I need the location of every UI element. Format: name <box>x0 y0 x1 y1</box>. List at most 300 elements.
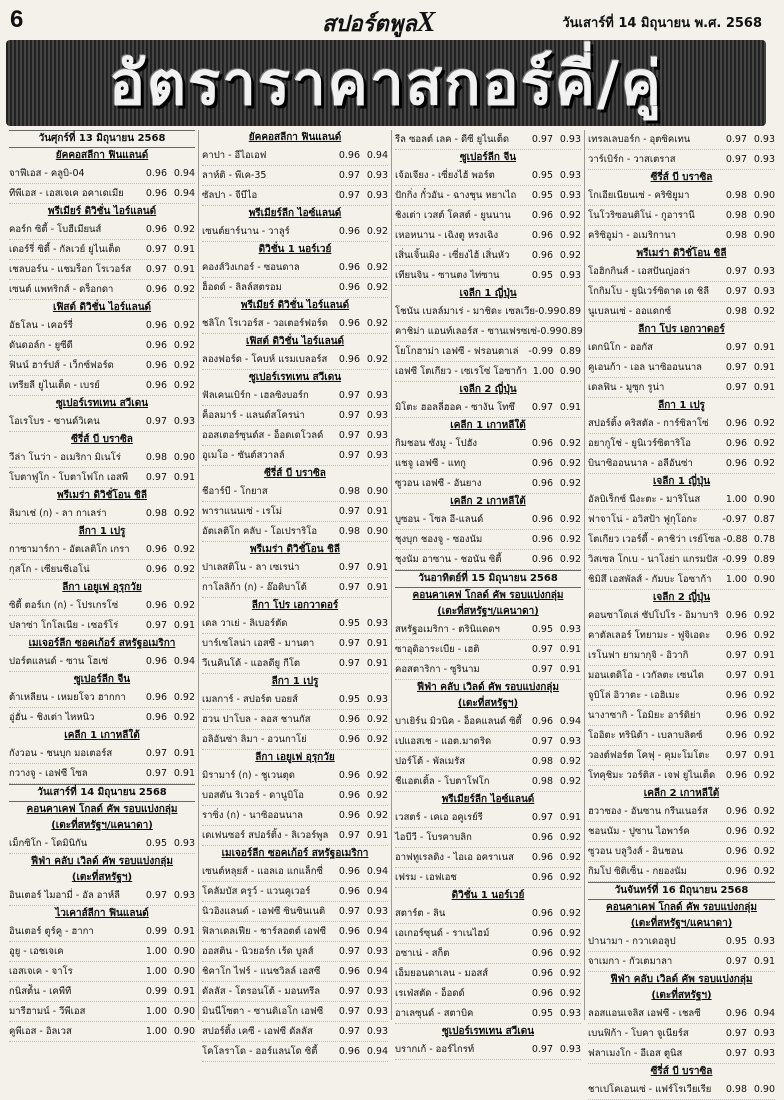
match-teams: วีล่า โนว่า - อเมริกา มิเนโร่ <box>9 452 121 463</box>
match-teams: คองส์วิงเกอร์ - ซอนดาล <box>202 262 300 273</box>
odds-odd: 0.96 <box>531 988 553 999</box>
match-row <box>9 336 195 356</box>
odds-even: 0.93 <box>366 410 388 421</box>
odds-even: 0.92 <box>559 210 581 221</box>
match-teams: มอนเตดิโอ - เวกัลตะ เซนได <box>588 670 704 681</box>
match-row <box>202 502 388 522</box>
odds-even: 0.92 <box>753 846 775 857</box>
match-teams: เม็กซิโก - โดมินิกัน <box>9 838 88 849</box>
odds-even: 0.93 <box>753 154 775 165</box>
match-teams: อินเตอร์ ตูร์คู - ฮากา <box>9 926 94 937</box>
odds-odd: 1.00 <box>145 946 167 957</box>
league-heading: เคลีก 1 เกาหลีใต้ <box>450 420 526 431</box>
odds-odd: 1.00 <box>725 494 747 505</box>
odds-odd: 0.97 <box>531 664 553 675</box>
odds-odd: 0.97 <box>145 620 167 631</box>
match-row <box>202 766 388 786</box>
league-heading: ฟีฟ่า คลับ เวิลด์ คัพ รอบแบ่งกลุ่ม <box>610 974 753 985</box>
odds-even: 0.91 <box>753 650 775 661</box>
odds-even: 0.92 <box>173 380 195 391</box>
odds-even: 0.93 <box>559 624 581 635</box>
match-row <box>9 616 195 636</box>
odds-even: 0.93 <box>366 1006 388 1017</box>
odds-odd: 0.96 <box>725 610 747 621</box>
match-row <box>588 186 775 206</box>
odds-even: 0.92 <box>559 230 581 241</box>
odds-odd: 1.00 <box>145 1006 167 1017</box>
odds-odd: 0.96 <box>725 846 747 857</box>
odds-odd: 1.00 <box>532 366 555 377</box>
match-row <box>202 278 388 298</box>
match-teams: กุสโก - เซียนชีเอโน่ <box>9 564 90 575</box>
match-row <box>9 560 195 580</box>
odds-odd: 0.98 <box>338 526 360 537</box>
league-heading: เมเจอร์ลีก ซอคเก้อร์ สหรัฐอเมริกา <box>28 638 176 649</box>
match-teams: เบนฟิก้า - โบคา จูเนียร์ส <box>588 1028 689 1039</box>
match-row <box>588 570 775 590</box>
match-teams: เชลบอร์น - แชมร็อก โรเวอร์ส <box>9 264 132 275</box>
match-teams: วองต์ฟอร์ต โคฟุ - คุมะโมโตะ <box>588 750 710 761</box>
match-teams: อัธโลน - เคอร์รี่ <box>9 320 73 331</box>
match-row <box>202 222 388 242</box>
match-row <box>588 626 775 646</box>
odds-odd: 0.95 <box>338 694 360 705</box>
odds-odd: 0.98 <box>725 210 747 221</box>
match-row <box>9 164 195 184</box>
match-teams: มารีฮามน์ - วีพีเอส <box>9 1006 86 1017</box>
match-teams: จาเมกา - กัวเตมาลา <box>588 956 673 967</box>
odds-odd: 0.97 <box>145 748 167 759</box>
match-teams: กวางจู - เอฟซี โซล <box>9 768 88 779</box>
match-teams: บาเยิร์น มิวนิค - อ็อคแลนด์ ซิตี้ <box>395 716 522 727</box>
odds-odd: -0.99 <box>534 306 560 317</box>
match-row <box>202 922 388 942</box>
match-teams: มิรามาร์ (ก) - ชูเวนตุด <box>202 770 295 781</box>
odds-odd: 0.97 <box>725 1028 747 1039</box>
match-row <box>202 558 388 578</box>
match-row <box>395 868 581 888</box>
match-row <box>9 448 195 468</box>
odds-odd: 0.96 <box>338 790 360 801</box>
odds-even: 0.92 <box>559 928 581 939</box>
odds-even: 0.92 <box>366 810 388 821</box>
odds-even: 0.90 <box>173 452 195 463</box>
odds-even: 0.91 <box>173 620 195 631</box>
odds-even: 0.91 <box>366 562 388 573</box>
match-row <box>588 842 775 862</box>
odds-even: 0.93 <box>559 190 581 201</box>
match-teams: บูซอน - โซล อี-แลนด์ <box>395 514 484 525</box>
odds-even: 0.91 <box>753 382 775 393</box>
odds-odd: 0.97 <box>338 986 360 997</box>
odds-even: 0.91 <box>366 582 388 593</box>
match-teams: ฮวน ปาโบล - ลอส ชานกัส <box>202 714 311 725</box>
odds-even: 0.93 <box>366 986 388 997</box>
odds-odd: 0.97 <box>338 830 360 841</box>
odds-odd: 0.97 <box>531 402 553 413</box>
league-heading: ลีกา 1 เปรู <box>658 400 705 411</box>
match-row <box>588 1024 775 1044</box>
match-teams: อูยู - เอชเจเค <box>9 946 64 957</box>
match-teams: วีเนคินโด้ - แอลดียู กีโต <box>202 658 301 669</box>
odds-even: 0.90 <box>173 946 195 957</box>
odds-column <box>199 130 392 1057</box>
match-teams: ซัลปา - จีบีไอ <box>202 190 258 201</box>
odds-even: 0.90 <box>366 526 388 537</box>
match-teams: ชีแอตเติ้ล - โบตาโฟโก <box>395 776 490 787</box>
odds-even: 0.92 <box>559 478 581 489</box>
odds-even: 0.93 <box>366 946 388 957</box>
match-row <box>202 690 388 710</box>
match-teams: โคโลราโด - ออร์แลนโด ซิตี้ <box>202 1046 318 1057</box>
odds-odd: 0.96 <box>531 928 553 939</box>
match-row <box>9 764 195 784</box>
odds-even: 0.91 <box>173 472 195 483</box>
match-row <box>588 510 775 530</box>
odds-odd: 0.96 <box>145 564 167 575</box>
league-heading: (เตะที่สหรัฐฯ/แคนาดา) <box>437 606 539 617</box>
match-teams: โอเรโบร - ซานด์วิเคน <box>9 416 100 427</box>
odds-odd: 0.97 <box>145 416 167 427</box>
league-heading: พรีเมร่า ดิวิชั่โอน ชิลี <box>250 544 340 555</box>
odds-even: 0.93 <box>366 618 388 629</box>
odds-odd: 0.97 <box>338 946 360 957</box>
match-row <box>202 446 388 466</box>
match-row <box>202 882 388 902</box>
odds-even: 0.94 <box>366 150 388 161</box>
match-teams: ชีอาร์บี - โกยาส <box>202 486 268 497</box>
match-row <box>588 686 775 706</box>
match-row <box>202 1022 388 1042</box>
match-teams: บาร์เซโลน่า เอสซี - มานตา <box>202 638 315 649</box>
match-teams: โออิตะ ทรินิต้า - เบลาบลิตซ์ <box>588 730 703 741</box>
league-heading: ลีกา โปร เอกวาดอร์ <box>251 600 339 611</box>
match-teams: คาปา - อีไอเอฟ <box>202 150 267 161</box>
odds-odd: 0.97 <box>338 658 360 669</box>
league-heading: (เตะที่สหรัฐฯ/แคนาดา) <box>630 918 733 929</box>
date-heading: วันจันทร์ที่ 16 มิถุนายน 2568 <box>588 882 775 900</box>
match-row <box>395 772 581 792</box>
odds-odd: 1.00 <box>145 1026 167 1037</box>
match-teams: ชิคาโก ไฟร์ - แนชวิลล์ เอสซี <box>202 966 321 977</box>
odds-column <box>392 130 585 1055</box>
match-row <box>395 266 581 286</box>
odds-odd: 0.96 <box>338 354 360 365</box>
odds-even: 0.90 <box>366 486 388 497</box>
match-row <box>202 710 388 730</box>
odds-odd: 0.96 <box>145 360 167 371</box>
match-row <box>588 550 775 570</box>
league-heading: พรีเมียร์ ดิวิชั่น ไอร์แลนด์ <box>240 300 350 311</box>
odds-odd: 0.97 <box>338 506 360 517</box>
odds-even: 0.93 <box>366 450 388 461</box>
odds-even: 0.92 <box>753 710 775 721</box>
match-row <box>395 322 581 342</box>
match-row <box>9 184 195 204</box>
match-teams: อู่ฮั่น - ชิงเต่า ไหหนิว <box>9 712 95 723</box>
match-teams: เจ้อเจียง - เซี่ยงไฮ้ พอร์ต <box>395 170 495 181</box>
league-heading: พรีเมียร์ลีก ไอซ์แลนด์ <box>248 208 342 219</box>
odds-odd: 0.96 <box>145 544 167 555</box>
odds-even: 0.92 <box>753 770 775 781</box>
odds-even: 0.91 <box>173 244 195 255</box>
match-row <box>9 982 195 1002</box>
odds-odd: -0.99 <box>528 346 553 357</box>
odds-even: 0.91 <box>366 830 388 841</box>
league-heading: ซูเปอร์ลีก จีน <box>459 152 517 163</box>
odds-even: 0.90 <box>753 230 775 241</box>
odds-even: 0.92 <box>559 852 581 863</box>
odds-odd: -0.99 <box>722 554 747 565</box>
match-row <box>395 530 581 550</box>
league-heading: คอนคาเคฟ โกลด์ คัพ รอบแบ่งกลุ่ม <box>26 804 178 815</box>
match-teams: เดลฟิน - มูซุก รูน่า <box>588 382 665 393</box>
league-heading: เจลีก 2 ญี่ปุ่น <box>652 592 711 603</box>
league-heading: ดิวิชั่น 1 นอร์เวย์ <box>258 244 332 255</box>
league-heading: ซูเปอร์ลีก จีน <box>73 674 131 685</box>
odds-odd: 0.99 <box>145 926 167 937</box>
match-row <box>588 952 775 972</box>
match-teams: ฟิลาเดลเฟีย - ชาร์ลอตต์ เอฟซี <box>202 926 327 937</box>
match-teams: ลองฟอร์ด - โคบห์ แรมเบลอร์ส <box>202 354 328 365</box>
match-row <box>202 350 388 370</box>
odds-even: 0.92 <box>366 734 388 745</box>
match-teams: เปแอสเช - แอต.มาดริด <box>395 736 492 747</box>
league-heading: ลีกา 1 เปรู <box>271 676 319 687</box>
match-teams: อัลบิเร็กซ์ นีงะตะ - มาริโนส <box>588 494 701 505</box>
match-teams: อัตเลติโก คลับ - โอเปราริโอ <box>202 526 318 537</box>
match-row <box>9 708 195 728</box>
match-teams: ปักกิ่ง กั๋วอัน - ฉางชุน หยาเไถ <box>395 190 517 201</box>
odds-even: 0.92 <box>753 866 775 877</box>
match-row <box>588 726 775 746</box>
league-heading: ซีรี่ส์ บี บราซิล <box>71 434 133 445</box>
odds-even: 0.89 <box>559 306 581 317</box>
match-teams: เดล วาเย่ - ลิเบอร์ตัด <box>202 618 288 629</box>
odds-odd: 0.96 <box>338 926 360 937</box>
odds-even: 0.93 <box>366 694 388 705</box>
match-teams: รีล ซอลต์ เลค - ดีซี ยูไนเต็ด <box>395 134 510 145</box>
match-teams: ปลาซ่า โกโลเนีย - เซอร์โร่ <box>9 620 119 631</box>
odds-odd: 0.97 <box>338 1006 360 1017</box>
league-heading: เจลีก 2 ญี่ปุ่น <box>459 384 517 395</box>
odds-odd: 0.97 <box>531 644 553 655</box>
match-teams: กิมชอน ซังมู - โปฮัง <box>395 438 478 449</box>
match-teams: จูบิโล่ อิวาตะ - เอฮิเมะ <box>588 690 681 701</box>
match-row <box>395 362 581 382</box>
league-heading: พรีเมร่า ดิวิชั่โอน ชิลี <box>57 490 147 501</box>
odds-odd: 0.97 <box>725 286 747 297</box>
odds-odd: 0.97 <box>531 736 553 747</box>
match-row <box>202 614 388 634</box>
match-row <box>9 376 195 396</box>
odds-even: 0.93 <box>753 936 775 947</box>
match-row <box>588 932 775 952</box>
odds-odd: 0.96 <box>531 250 553 261</box>
match-row <box>588 130 775 150</box>
match-teams: เซนต์ยาร์นาน - วาลูร์ <box>202 226 290 237</box>
odds-even: 0.92 <box>173 508 195 519</box>
odds-odd: 0.96 <box>531 872 553 883</box>
odds-even: 0.94 <box>366 966 388 977</box>
odds-even: 0.90 <box>173 1026 195 1037</box>
match-teams: อลิอันซ่า ลิมา - อวนกาโย่ <box>202 734 307 745</box>
odds-odd: 0.96 <box>725 690 747 701</box>
match-teams: ลาห์ติ - พีเค-35 <box>202 170 267 181</box>
odds-odd: 0.96 <box>725 630 747 641</box>
match-teams: ดันดอล์ก - ยูซีดี <box>9 340 73 351</box>
match-teams: บรากเก้ - ออร์ไกรท์ <box>395 1044 475 1055</box>
match-teams: ลิมาเช่ (ก) - ลา กาเลร่า <box>9 508 107 519</box>
odds-odd: 0.97 <box>531 812 553 823</box>
odds-even: 0.93 <box>559 1044 581 1055</box>
odds-even: 0.93 <box>753 1048 775 1059</box>
match-row <box>588 338 775 358</box>
odds-even: 0.91 <box>559 664 581 675</box>
match-teams: เอเกอร์ซุนด์ - ราเนไฮม์ <box>395 928 490 939</box>
odds-even: 0.90 <box>753 1084 775 1095</box>
match-row <box>395 166 581 186</box>
match-row <box>588 530 775 550</box>
odds-even: 0.94 <box>366 1046 388 1057</box>
match-row <box>202 146 388 166</box>
odds-odd: 0.97 <box>338 562 360 573</box>
odds-odd: 0.96 <box>145 168 167 179</box>
odds-odd: 0.97 <box>338 190 360 201</box>
odds-even: 0.94 <box>173 168 195 179</box>
odds-odd: 0.96 <box>531 716 553 727</box>
odds-odd: 0.96 <box>145 340 167 351</box>
match-teams: ปอร์โต้ - พัลเมรัส <box>395 756 466 767</box>
odds-odd: 0.97 <box>725 266 747 277</box>
league-heading: เจลีก 1 ญี่ปุ่น <box>459 288 517 299</box>
odds-odd: 0.97 <box>338 410 360 421</box>
odds-even: 0.90 <box>753 190 775 201</box>
match-teams: อูเมโอ - ซันต์สวาลล์ <box>202 450 285 461</box>
odds-odd: 0.96 <box>531 210 553 221</box>
odds-even: 0.93 <box>366 906 388 917</box>
league-heading: ซีรี่ส์ บี บราซิล <box>264 468 326 479</box>
odds-odd: 0.97 <box>145 890 167 901</box>
odds-even: 0.92 <box>753 826 775 837</box>
odds-column <box>6 130 199 1037</box>
odds-even: 0.92 <box>366 282 388 293</box>
match-teams: อซาเน่ - สก็ต <box>395 948 450 959</box>
match-row <box>588 454 775 474</box>
match-row <box>395 474 581 494</box>
odds-odd: 0.95 <box>338 618 360 629</box>
odds-odd: 0.97 <box>338 1026 360 1037</box>
match-row <box>395 752 581 772</box>
odds-even: 0.91 <box>559 402 581 413</box>
match-row <box>395 246 581 266</box>
date-heading: วันศุกร์ที่ 13 มิถุนายน 2568 <box>9 130 195 148</box>
match-row <box>395 924 581 944</box>
odds-odd: 0.97 <box>725 670 747 681</box>
match-teams: นิวอิงแลนด์ - เอฟซี ซินซินเนติ <box>202 906 326 917</box>
match-teams: นูเบลนเซ่ - ออแดกซ์ <box>588 306 672 317</box>
odds-odd: 0.95 <box>531 624 553 635</box>
match-teams: ฟินน์ ฮาร์ปส์ - เว็กซ์ฟอร์ด <box>9 360 114 371</box>
odds-even: 0.94 <box>173 656 195 667</box>
odds-even: 0.92 <box>173 320 195 331</box>
match-teams: อินเตอร์ ไมอามี่ - อัล อาห์ลี <box>9 890 120 901</box>
match-teams: ชิมิสึ เอสพัลส์ - กัมบะ โอซาก้า <box>588 574 712 585</box>
odds-even: 0.92 <box>366 318 388 329</box>
logo-x: X <box>416 7 436 38</box>
logo-text: สปอร์ตพูล <box>322 11 417 36</box>
match-row <box>202 730 388 750</box>
odds-odd: 0.97 <box>531 1044 553 1055</box>
section-banner <box>6 40 766 126</box>
match-teams: เรโนฟา ยามากุจิ - อิวากิ <box>588 650 689 661</box>
odds-odd: 0.97 <box>725 154 747 165</box>
odds-odd: 0.98 <box>145 452 167 463</box>
match-row <box>202 942 388 962</box>
odds-odd: -0.88 <box>723 534 748 545</box>
match-teams: พาราแนนเซ่ - เรโม่ <box>202 506 283 517</box>
league-heading: พรีเมียร์ลีก ไอซ์แลนด์ <box>441 794 535 805</box>
match-row <box>588 666 775 686</box>
match-row <box>202 806 388 826</box>
odds-even: 0.93 <box>366 1026 388 1037</box>
odds-even: 0.92 <box>559 776 581 787</box>
match-row <box>202 522 388 542</box>
odds-even: 0.92 <box>366 226 388 237</box>
match-row <box>202 186 388 206</box>
match-row <box>9 468 195 488</box>
odds-odd: 0.96 <box>338 810 360 821</box>
odds-even: 0.92 <box>753 630 775 641</box>
match-teams: ชอนนัม - ปูซาน ไอพาร์ค <box>588 826 690 837</box>
match-row <box>202 902 388 922</box>
odds-odd: 0.96 <box>338 318 360 329</box>
match-row <box>395 984 581 1004</box>
odds-even: 0.92 <box>753 438 775 449</box>
match-teams: ออสติน - นิวยอร์ก เร้ด บูลส์ <box>202 946 314 957</box>
odds-even: 0.92 <box>559 832 581 843</box>
odds-odd: 0.95 <box>531 170 553 181</box>
odds-odd: 0.96 <box>725 826 747 837</box>
match-row <box>9 744 195 764</box>
odds-odd: 0.96 <box>338 714 360 725</box>
odds-even: 0.91 <box>753 362 775 373</box>
odds-odd: 0.96 <box>531 908 553 919</box>
match-row <box>395 398 581 418</box>
match-row <box>9 316 195 336</box>
odds-odd: 0.96 <box>338 150 360 161</box>
match-row <box>588 150 775 170</box>
match-teams: คอร์ก ซิตี้ - โบฮีเมียนส์ <box>9 224 102 235</box>
odds-odd: 0.97 <box>145 244 167 255</box>
odds-even: 0.93 <box>366 390 388 401</box>
odds-odd: 0.96 <box>531 968 553 979</box>
match-row <box>588 282 775 302</box>
match-row <box>9 1022 195 1042</box>
match-teams: คอสตาริกา - ซูรินาม <box>395 664 480 675</box>
match-teams: ชลิโก โรเวอร์ส - วอเตอร์ฟอร์ด <box>202 318 328 329</box>
match-teams: ราซิ่ง (ก) - นาซิออนนาล <box>202 810 304 821</box>
match-row <box>9 688 195 708</box>
match-row <box>202 406 388 426</box>
odds-even: 0.92 <box>559 948 581 959</box>
match-row <box>202 862 388 882</box>
odds-even: 0.91 <box>173 926 195 937</box>
odds-even: 0.78 <box>753 534 775 545</box>
league-heading: เจลีก 1 ญี่ปุ่น <box>652 476 711 487</box>
match-teams: เสิ่นเจิ้นเผิง - เซี่ยงไฮ้ เสิ่นหัว <box>395 250 510 261</box>
odds-odd: 0.97 <box>725 134 747 145</box>
